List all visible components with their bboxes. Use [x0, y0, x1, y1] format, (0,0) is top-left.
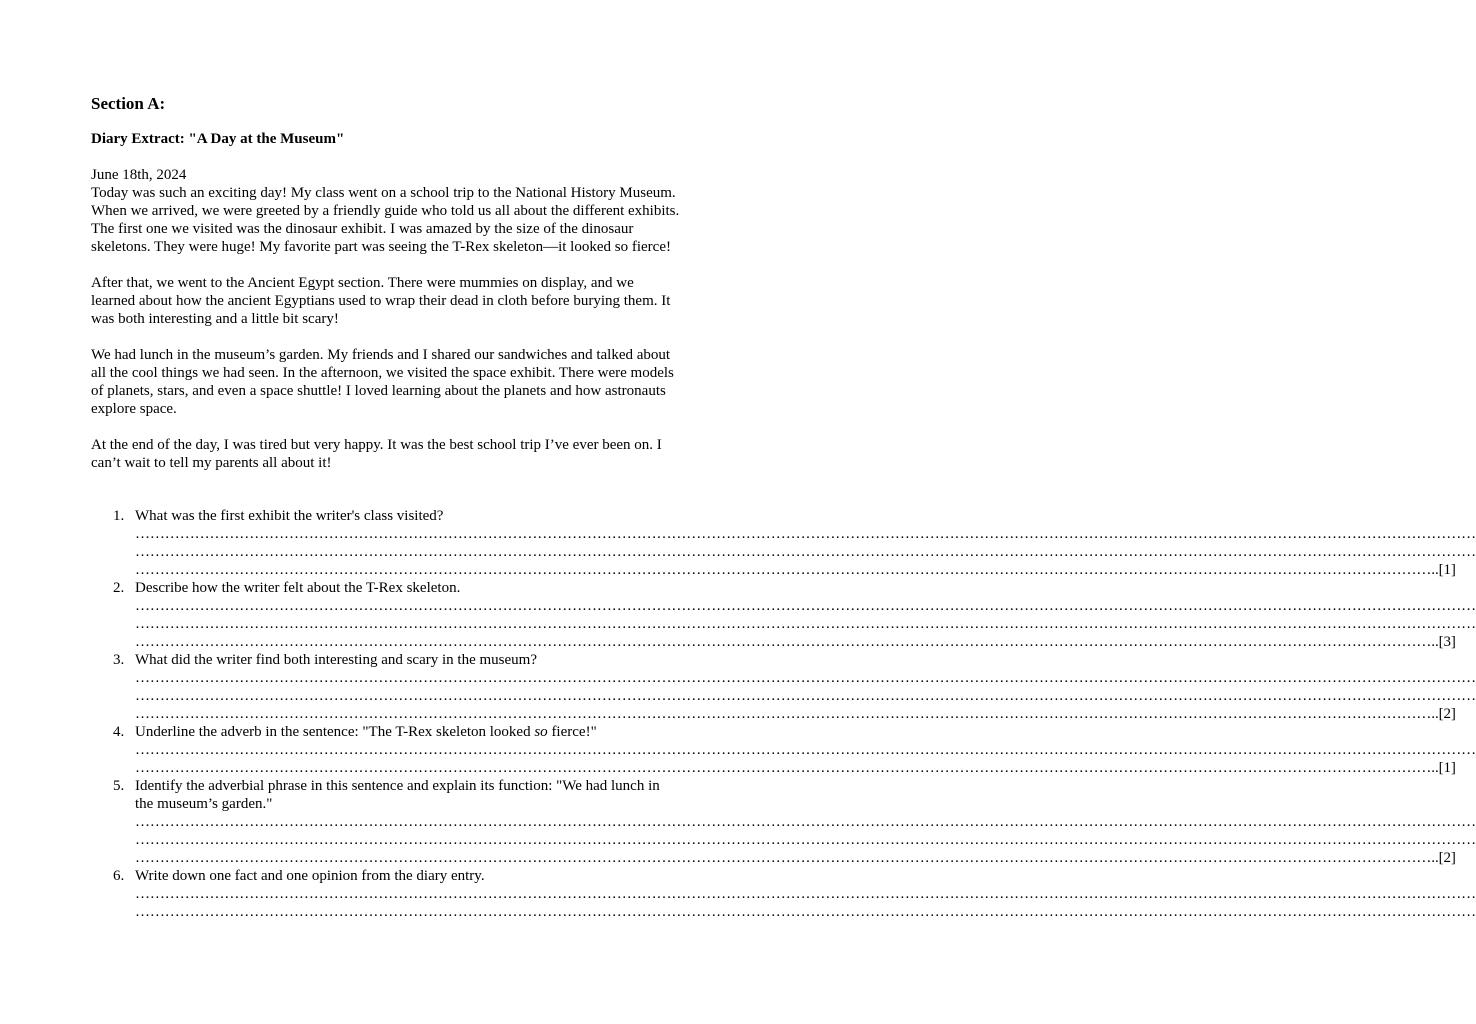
answer-line[interactable]: ……………………………………………………………………………………………………………………………………………………………………………………………………………………………………………… — [135, 598, 1476, 614]
answer-line[interactable]: ……………………………………………………………………………………………………………………………………………………………………………………………………………………………………………… — [135, 616, 1476, 632]
question-list — [91, 507, 1476, 921]
diary-paragraph: After that, we went to the Ancient Egypt section. There were mummies on display, and we learned about how the ancient Egyptians used to wrap their dead in cloth before burying them. It was both interesting and a little bit scary! — [91, 275, 671, 327]
question-number: 6. — [113, 868, 125, 884]
answer-line[interactable]: ……………………………………………………………………………………………………………………………………………………………………………………………………………………………………………… — [135, 688, 1476, 704]
question-number: 1. — [113, 508, 125, 524]
answer-line-dots[interactable]: ……………………………………………………………………………………………………………………………………………………………………………………………………………………………………….. — [135, 634, 1439, 650]
question-text: What was the first exhibit the writer's class visited? — [135, 508, 444, 524]
answer-line-dots[interactable]: ……………………………………………………………………………………………………………………………………………………………………………………………………………………………………….. — [135, 562, 1439, 578]
diary-paragraph: At the end of the day, I was tired but very happy. It was the best school trip I’ve ever been on. I can’t wait to tell my parents all about it! — [91, 437, 662, 471]
extract-title: Diary Extract: "A Day at the Museum" — [91, 131, 345, 147]
question-item — [91, 507, 1476, 579]
question-item — [91, 723, 1476, 777]
answer-line[interactable]: ……………………………………………………………………………………………………………………………………………………………………………………………………………………………………………… — [135, 832, 1476, 848]
answer-line[interactable]: ……………………………………………………………………………………………………………………………………………………………………………………………………………………………………………… — [135, 814, 1476, 830]
answer-line-dots[interactable]: ……………………………………………………………………………………………………………………………………………………………………………………………………………………………………….. — [135, 850, 1439, 866]
question-text — [135, 723, 681, 741]
question-text-before: Underline the adverb in the sentence: "The T-Rex skeleton looked — [135, 724, 535, 740]
mark-allocation: [1] — [1438, 562, 1456, 578]
question-number: 4. — [113, 724, 125, 740]
answer-line-with-mark[interactable] — [135, 849, 1456, 867]
diary-paragraph: Today was such an exciting day! My class went on a school trip to the National History Museum. When we arrived, we were greeted by a friendly guide who told us all about the different exhibits. The first one we visited was the dinosaur exhibit. I was amazed by the size of the dinosaur skeletons. They were huge! My favorite part was seeing the T-Rex skeleton—it looked so fierce! — [91, 185, 680, 255]
question-item — [91, 579, 1476, 651]
mark-allocation: [3] — [1438, 634, 1456, 650]
answer-line-with-mark[interactable] — [135, 633, 1456, 651]
question-number: 2. — [113, 580, 125, 596]
answer-line[interactable]: ……………………………………………………………………………………………………………………………………………………………………………………………………………………………………………… — [135, 742, 1476, 758]
answer-line-dots[interactable]: ……………………………………………………………………………………………………………………………………………………………………………………………………………………………………….. — [135, 706, 1439, 722]
question-text: Describe how the writer felt about the T-Rex skeleton. — [135, 580, 461, 596]
question-number: 3. — [113, 652, 125, 668]
question-number: 5. — [113, 778, 125, 794]
section-title: Section A: — [91, 94, 166, 113]
answer-line[interactable]: ……………………………………………………………………………………………………………………………………………………………………………………………………………………………………………… — [135, 886, 1476, 902]
answer-line-with-mark[interactable] — [135, 705, 1456, 723]
question-text-after: fierce!" — [547, 724, 597, 740]
question-item — [91, 867, 1476, 921]
question-item — [91, 777, 1476, 867]
mark-allocation: [2] — [1438, 706, 1456, 722]
mark-allocation: [1] — [1438, 760, 1456, 776]
question-text: Write down one fact and one opinion from the diary entry. — [135, 868, 485, 884]
answer-line-with-mark[interactable] — [135, 759, 1456, 777]
diary-date: June 18th, 2024 — [91, 167, 187, 183]
answer-line-with-mark[interactable] — [135, 561, 1456, 579]
diary-paragraph: We had lunch in the museum’s garden. My friends and I shared our sandwiches and talked about all the cool things we had seen. In the afternoon, we visited the space exhibit. There were models of planets, stars, and even a space shuttle! I loved learning about the planets and how astronauts explore space. — [91, 347, 674, 417]
answer-line[interactable]: ……………………………………………………………………………………………………………………………………………………………………………………………………………………………………………… — [135, 670, 1476, 686]
question-text: Identify the adverbial phrase in this sentence and explain its function: "We had lunch in the museum’s garden." — [135, 778, 660, 812]
mark-allocation: [2] — [1438, 850, 1456, 866]
diary-extract — [91, 166, 681, 490]
answer-line[interactable]: ……………………………………………………………………………………………………………………………………………………………………………………………………………………………………………… — [135, 904, 1476, 920]
answer-line[interactable]: ……………………………………………………………………………………………………………………………………………………………………………………………………………………………………………… — [135, 526, 1476, 542]
answer-line-dots[interactable]: ……………………………………………………………………………………………………………………………………………………………………………………………………………………………………….. — [135, 760, 1439, 776]
emphasized-word: so — [534, 724, 548, 740]
question-item — [91, 651, 1476, 723]
answer-line[interactable]: ……………………………………………………………………………………………………………………………………………………………………………………………………………………………………………… — [135, 544, 1476, 560]
question-text: What did the writer find both interesting and scary in the museum? — [135, 652, 537, 668]
